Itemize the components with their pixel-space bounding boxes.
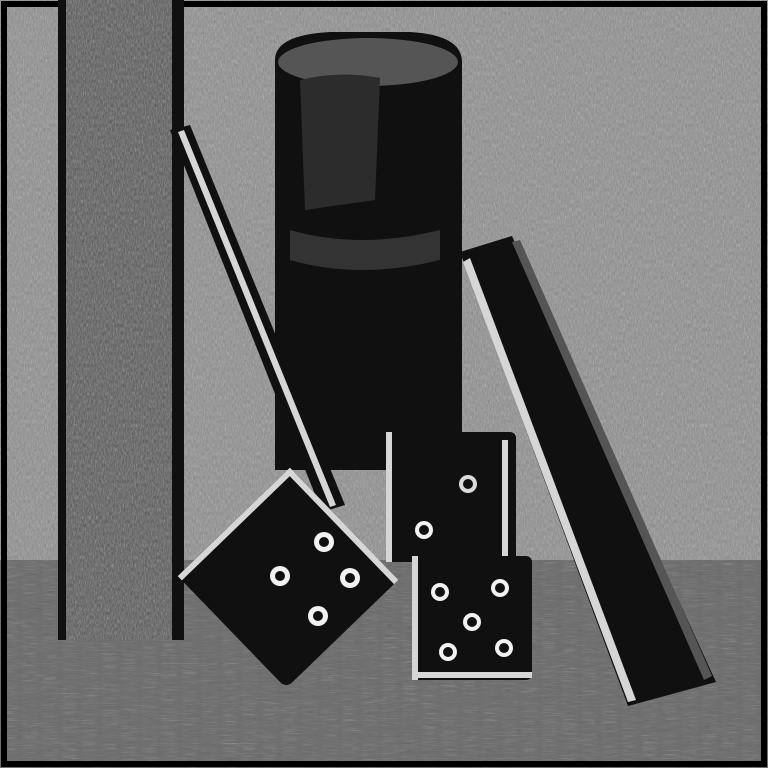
stone-column [58,0,184,640]
die-back [386,432,516,562]
die-front-right [412,556,532,680]
